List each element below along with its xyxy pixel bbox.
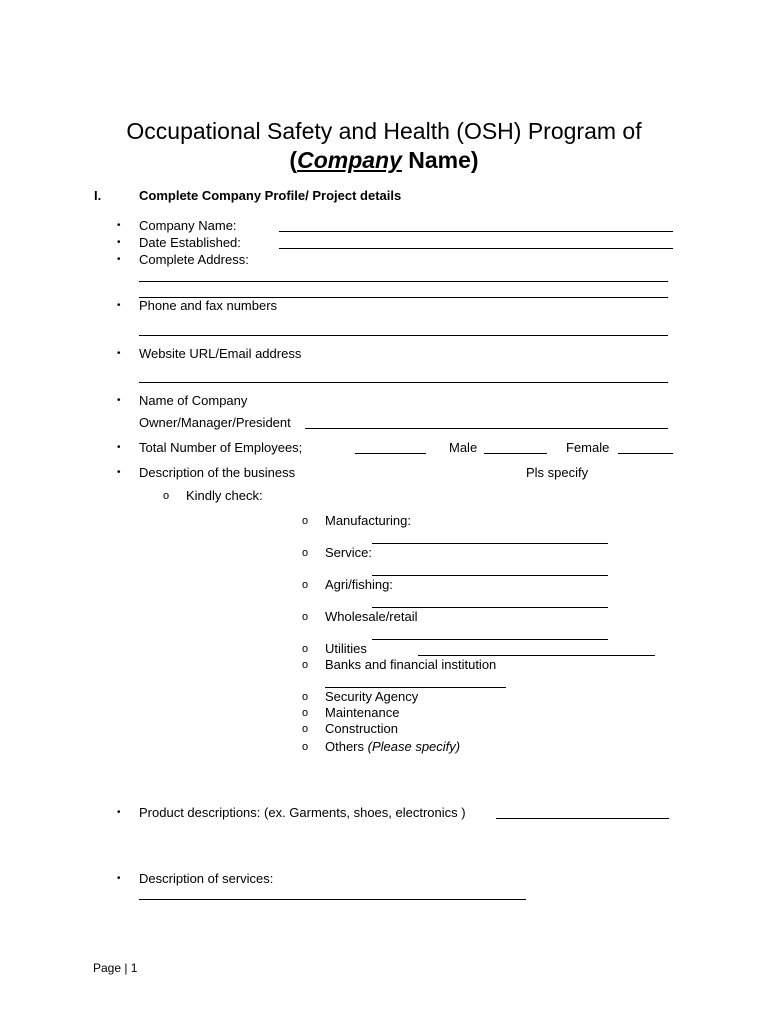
circle-bullet-icon[interactable]: o: [302, 515, 309, 527]
bullet-icon: •: [117, 237, 121, 248]
bullet-icon: •: [117, 220, 121, 231]
option-banks: Banks and financial institution: [325, 657, 497, 672]
bullet-icon: •: [117, 300, 121, 311]
company-name-line[interactable]: [279, 231, 673, 232]
wholesale-retail-line[interactable]: [372, 639, 608, 640]
bullet-icon: •: [117, 254, 121, 265]
bullet-icon: •: [117, 395, 121, 406]
agri-fishing-line[interactable]: [372, 607, 608, 608]
circle-bullet-icon[interactable]: o: [302, 741, 309, 753]
bullet-icon: •: [117, 442, 121, 453]
circle-bullet-icon: o: [163, 490, 170, 502]
circle-bullet-icon[interactable]: o: [302, 659, 309, 671]
option-construction: Construction: [325, 721, 398, 736]
name-placeholder: Name): [401, 147, 479, 173]
option-security-agency: Security Agency: [325, 689, 419, 704]
description-services-line[interactable]: [139, 899, 526, 900]
bullet-icon: •: [117, 873, 121, 884]
circle-bullet-icon[interactable]: o: [302, 723, 309, 735]
address-line-1[interactable]: [139, 281, 668, 282]
option-others: [325, 739, 460, 754]
bullet-icon: •: [117, 467, 121, 478]
utilities-line[interactable]: [418, 655, 655, 656]
option-maintenance: Maintenance: [325, 705, 400, 720]
option-service: Service:: [325, 545, 372, 560]
paren-open: (: [289, 147, 298, 173]
phone-fax-line[interactable]: [139, 335, 668, 336]
bullet-icon: •: [117, 348, 121, 359]
company-name-label: Company Name:: [139, 218, 237, 233]
service-line[interactable]: [372, 575, 608, 576]
website-email-label: Website URL/Email address: [139, 346, 302, 361]
manufacturing-line[interactable]: [372, 543, 608, 544]
website-email-line[interactable]: [139, 382, 668, 383]
phone-fax-label: Phone and fax numbers: [139, 298, 278, 313]
owner-line[interactable]: [305, 428, 668, 429]
circle-bullet-icon[interactable]: o: [302, 579, 309, 591]
male-label: Male: [449, 440, 478, 455]
section-title: Complete Company Profile/ Project details: [139, 188, 402, 203]
page-number: Page | 1: [93, 961, 138, 975]
document-subtitle: [0, 147, 768, 173]
option-wholesale-retail: Wholesale/retail: [325, 609, 418, 624]
description-services-label: Description of services:: [139, 871, 274, 886]
bullet-icon: •: [117, 807, 121, 818]
document-title: Occupational Safety and Health (OSH) Program of: [126, 118, 642, 144]
banks-line[interactable]: [325, 687, 506, 688]
description-business-label: Description of the business: [139, 465, 296, 480]
circle-bullet-icon[interactable]: o: [302, 691, 309, 703]
section-number: I.: [94, 188, 102, 203]
female-line[interactable]: [618, 453, 673, 454]
others-note: (Please specify): [367, 739, 461, 754]
total-employees-line[interactable]: [355, 453, 426, 454]
owner-label-line1: Name of Company: [139, 393, 248, 408]
circle-bullet-icon[interactable]: o: [302, 547, 309, 559]
others-text: Others: [325, 739, 365, 754]
owner-label-line2: Owner/Manager/President: [139, 415, 291, 430]
kindly-check-label: Kindly check:: [186, 488, 263, 503]
option-manufacturing: Manufacturing:: [325, 513, 411, 528]
product-descriptions-line[interactable]: [496, 818, 669, 819]
date-established-label: Date Established:: [139, 235, 241, 250]
male-line[interactable]: [484, 453, 547, 454]
date-established-line[interactable]: [279, 248, 673, 249]
complete-address-label: Complete Address:: [139, 252, 249, 267]
female-label: Female: [566, 440, 610, 455]
circle-bullet-icon[interactable]: o: [302, 643, 309, 655]
product-descriptions-label: Product descriptions: (ex. Garments, shoes, electronics ): [139, 805, 466, 820]
option-utilities: Utilities: [325, 641, 367, 656]
company-placeholder: Company: [297, 147, 402, 173]
option-agri-fishing: Agri/fishing:: [325, 577, 393, 592]
pls-specify-label: Pls specify: [526, 465, 589, 480]
circle-bullet-icon[interactable]: o: [302, 611, 309, 623]
total-employees-label: Total Number of Employees;: [139, 440, 303, 455]
circle-bullet-icon[interactable]: o: [302, 707, 309, 719]
